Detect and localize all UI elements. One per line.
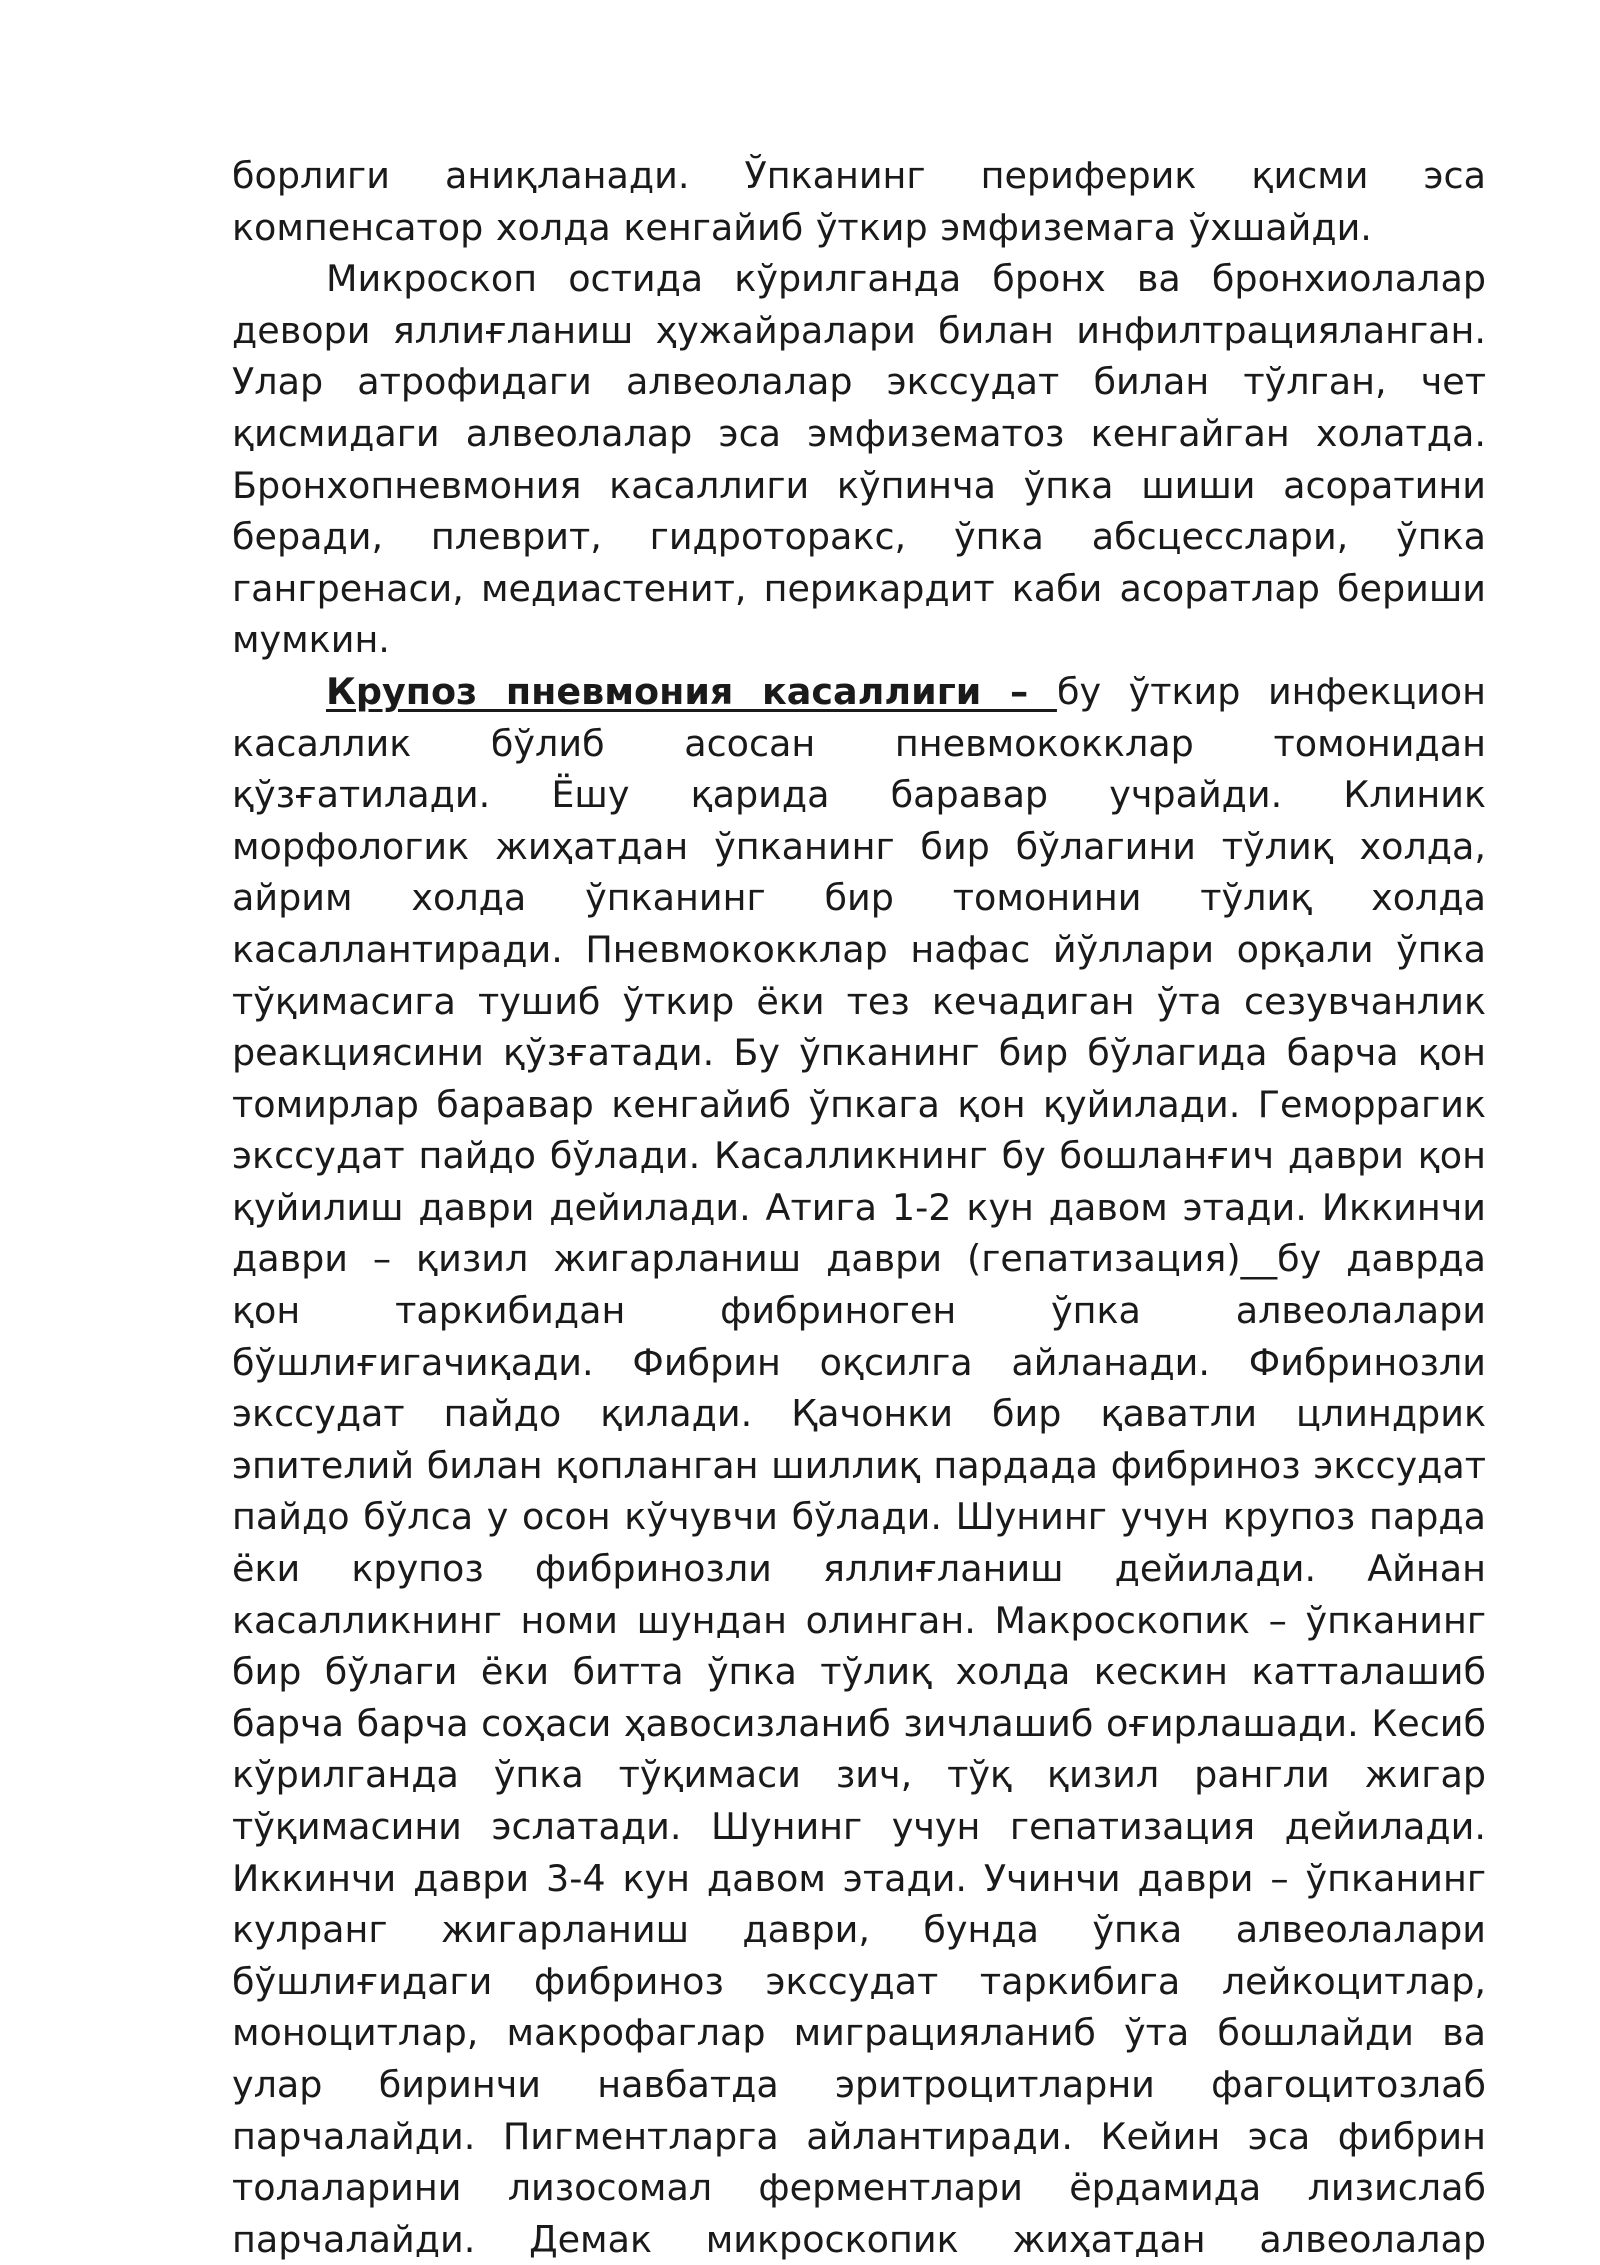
section-heading: Крупоз пневмония касаллиги – bbox=[326, 669, 1057, 713]
paragraph-continuation: борлиги аниқланади. Ўпканинг периферик қисми эса компенсатор холда кенгайиб ўткир эмфиземага ўхшайди. bbox=[232, 154, 1486, 249]
paragraph-microscopy: Микроскоп остида кўрилганда бронх ва бронхиолалар девори яллиғланиш ҳужайралари билан инфилтрацияланган. Улар атрофидаги алвеолалар экссудат билан тўлган, чет қисмидаги алвеолалар эса эмфизематоз кенгайган холатда. Бронхопневмония касаллиги кўпинча ўпка шиши асоратини беради, плеврит, гидроторакс, ўпка абсцесслари, ўпка гангренаси, медиастенит, перикардит каби асоратлар бериши мумкин. bbox=[232, 257, 1486, 662]
document-body bbox=[232, 150, 1486, 2265]
paragraph-body-text: бу ўткир инфекцион касаллик бўлиб асосан пневмококклар томонидан қўзғатилади. Ёшу қарида баравар учрайди. Клиник морфологик жиҳатдан ўпканинг бир бўлагини тўлиқ холда, айрим холда ўпканинг бир томонини тўлиқ холда касаллантиради. Пневмококклар нафас йўллари орқали ўпка тўқимасига тушиб ўткир ёки тез кечадиган ўта сезувчанлик реакциясини қўзғатади. Бу ўпканинг бир бўлагида барча қон томирлар баравар кенгайиб ўпкага қон қуйилади. Геморрагик экссудат пайдо бўлади. Касалликнинг бу бошланғич даври қон қуйилиш даври дейилади. Атига 1-2 кун давом этади. Иккинчи даври – қизил жигарланиш даври (гепатизация)__бу даврда қон таркибидан фибриноген ўпка алвеолалари бўшлиғигачиқади. Фибрин оқсилга айланади. Фибринозли экссудат пайдо қилади. Қачонки бир қаватли цлиндрик эпителий билан қопланган шиллиқ пардада фибриноз экссудат пайдо бўлса у осон кўчувчи бўлади. Шунинг учун крупоз парда ёки крупоз фибринозли яллиғланиш дейилади. Айнан касалликнинг номи шундан олинган. Макроскопик – ўпканинг бир бўлаги ёки битта ўпка тўлиқ холда кескин катталашиб барча барча соҳаси ҳавосизланиб зичлашиб оғирлашади. Кесиб кўрилганда ўпка тўқимаси зич, тўқ қизил рангли жигар тўқимасини эслатади. Шунинг учун гепатизация дейилади. Иккинчи даври 3-4 кун давом этади. Учинчи даври – ўпканинг кулранг жигарланиш даври, бунда ўпка алвеолалари бўшлиғидаги фибриноз экссудат таркибига лейкоцитлар, моноцитлар, макрофаглар миграцияланиб ўта бошлайди ва улар биринчи навбатда эритроцитларни фагоцитозлаб парчалайди. Пигментларга айлантиради. Кейин эса фибрин толаларини лизосомал ферментлари ёрдамида лизислаб парчалайди. Демак микроскопик жиҳатдан алвеолалар bbox=[232, 669, 1487, 2261]
paragraph-croupous-pneumonia bbox=[232, 666, 1486, 2265]
